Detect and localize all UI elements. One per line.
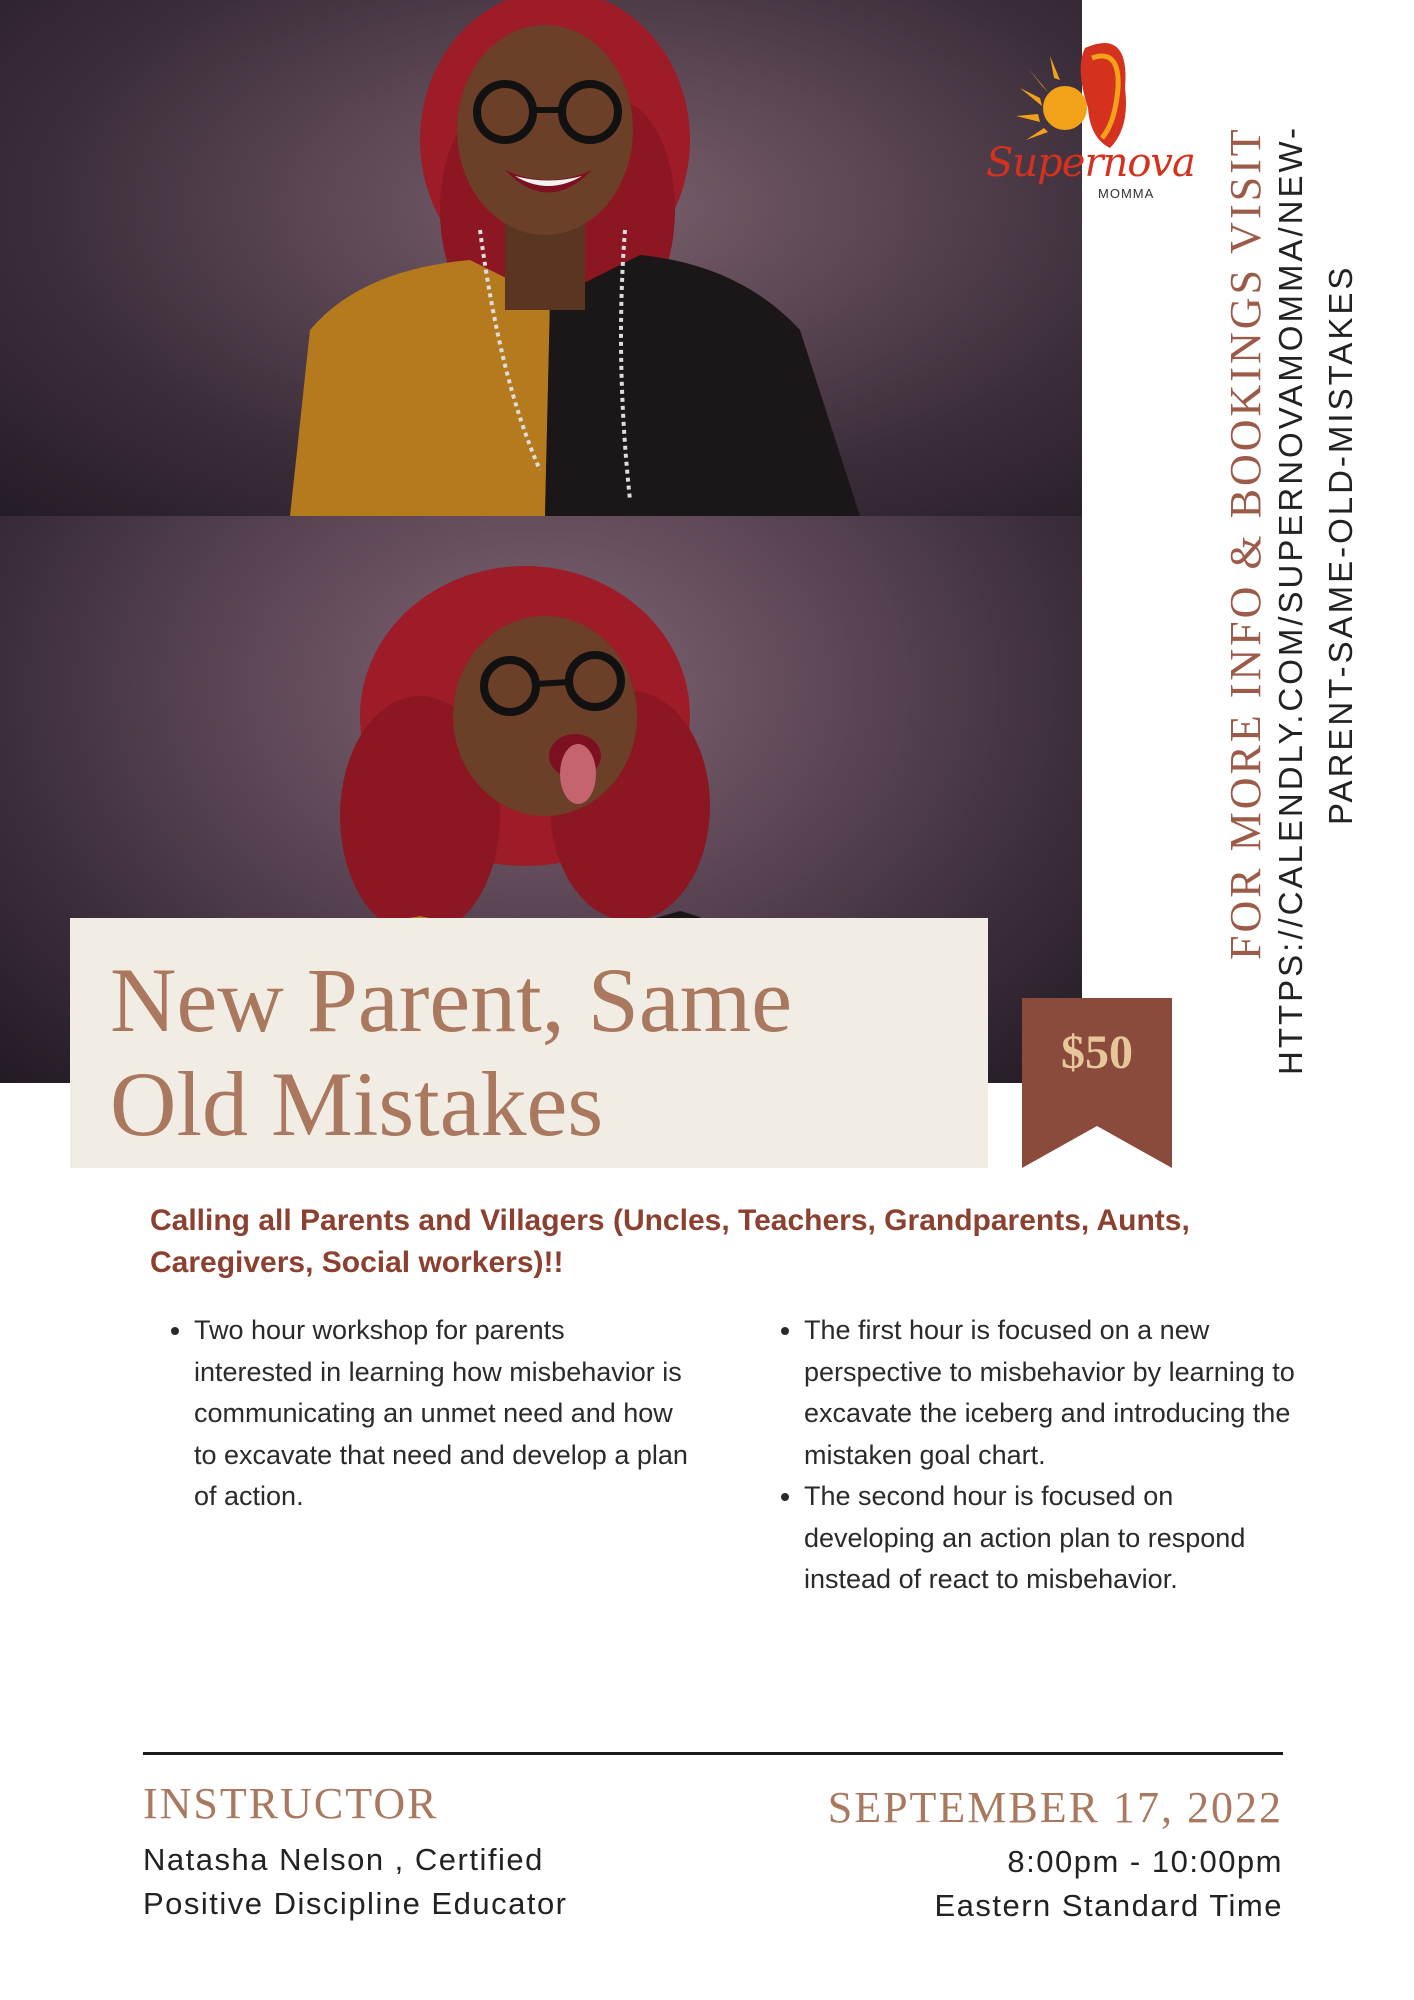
instructor-label: INSTRUCTOR	[143, 1779, 439, 1828]
booking-heading: FOR MORE INFO & BOOKINGS VISIT	[1221, 126, 1270, 960]
instructor-name: Natasha Nelson , Certified Positive Discipline Educator	[143, 1842, 568, 1921]
event-title: New Parent, Same Old Mistakes	[110, 949, 793, 1155]
event-date: SEPTEMBER 17, 2022	[827, 1783, 1283, 1832]
event-timezone: Eastern Standard Time	[934, 1888, 1283, 1923]
instructor-photo-smiling	[0, 0, 1082, 516]
price-label: $50	[1061, 1026, 1133, 1079]
detail-item: • Two hour workshop for parents interested in learning how misbehavior is communicating an unmet need and how to excavate that need and develop a plan of action.	[194, 1310, 690, 1518]
logo-subtext: MOMMA	[1098, 186, 1155, 201]
audience-tagline: Calling all Parents and Villagers (Uncles, Teachers, Grandparents, Aunts, Caregivers, Social workers)!!	[150, 1204, 1190, 1279]
detail-item: • The second hour is focused on developing an action plan to respond instead of react to misbehavior.	[804, 1476, 1300, 1601]
booking-url-line1[interactable]: HTTPS://CALENDLY.COM/SUPERNOVAMOMMA/NEW-	[1272, 125, 1309, 1075]
title-banner	[70, 918, 988, 1168]
event-time	[934, 1840, 1283, 1928]
details-left-column	[150, 1310, 690, 1518]
details-right-column	[760, 1310, 1300, 1601]
logo-wordmark: Supernova	[986, 140, 1195, 186]
detail-item: • The first hour is focused on a new perspective to misbehavior by learning to excavate the iceberg and introducing the mistaken goal chart.	[804, 1310, 1300, 1476]
booking-url-line2[interactable]: PARENT-SAME-OLD-MISTAKES	[1322, 264, 1359, 825]
price-ribbon	[1022, 998, 1172, 1168]
booking-info	[1220, 125, 1390, 1100]
event-time-range: 8:00pm - 10:00pm	[1007, 1844, 1283, 1879]
section-divider	[143, 1752, 1283, 1755]
